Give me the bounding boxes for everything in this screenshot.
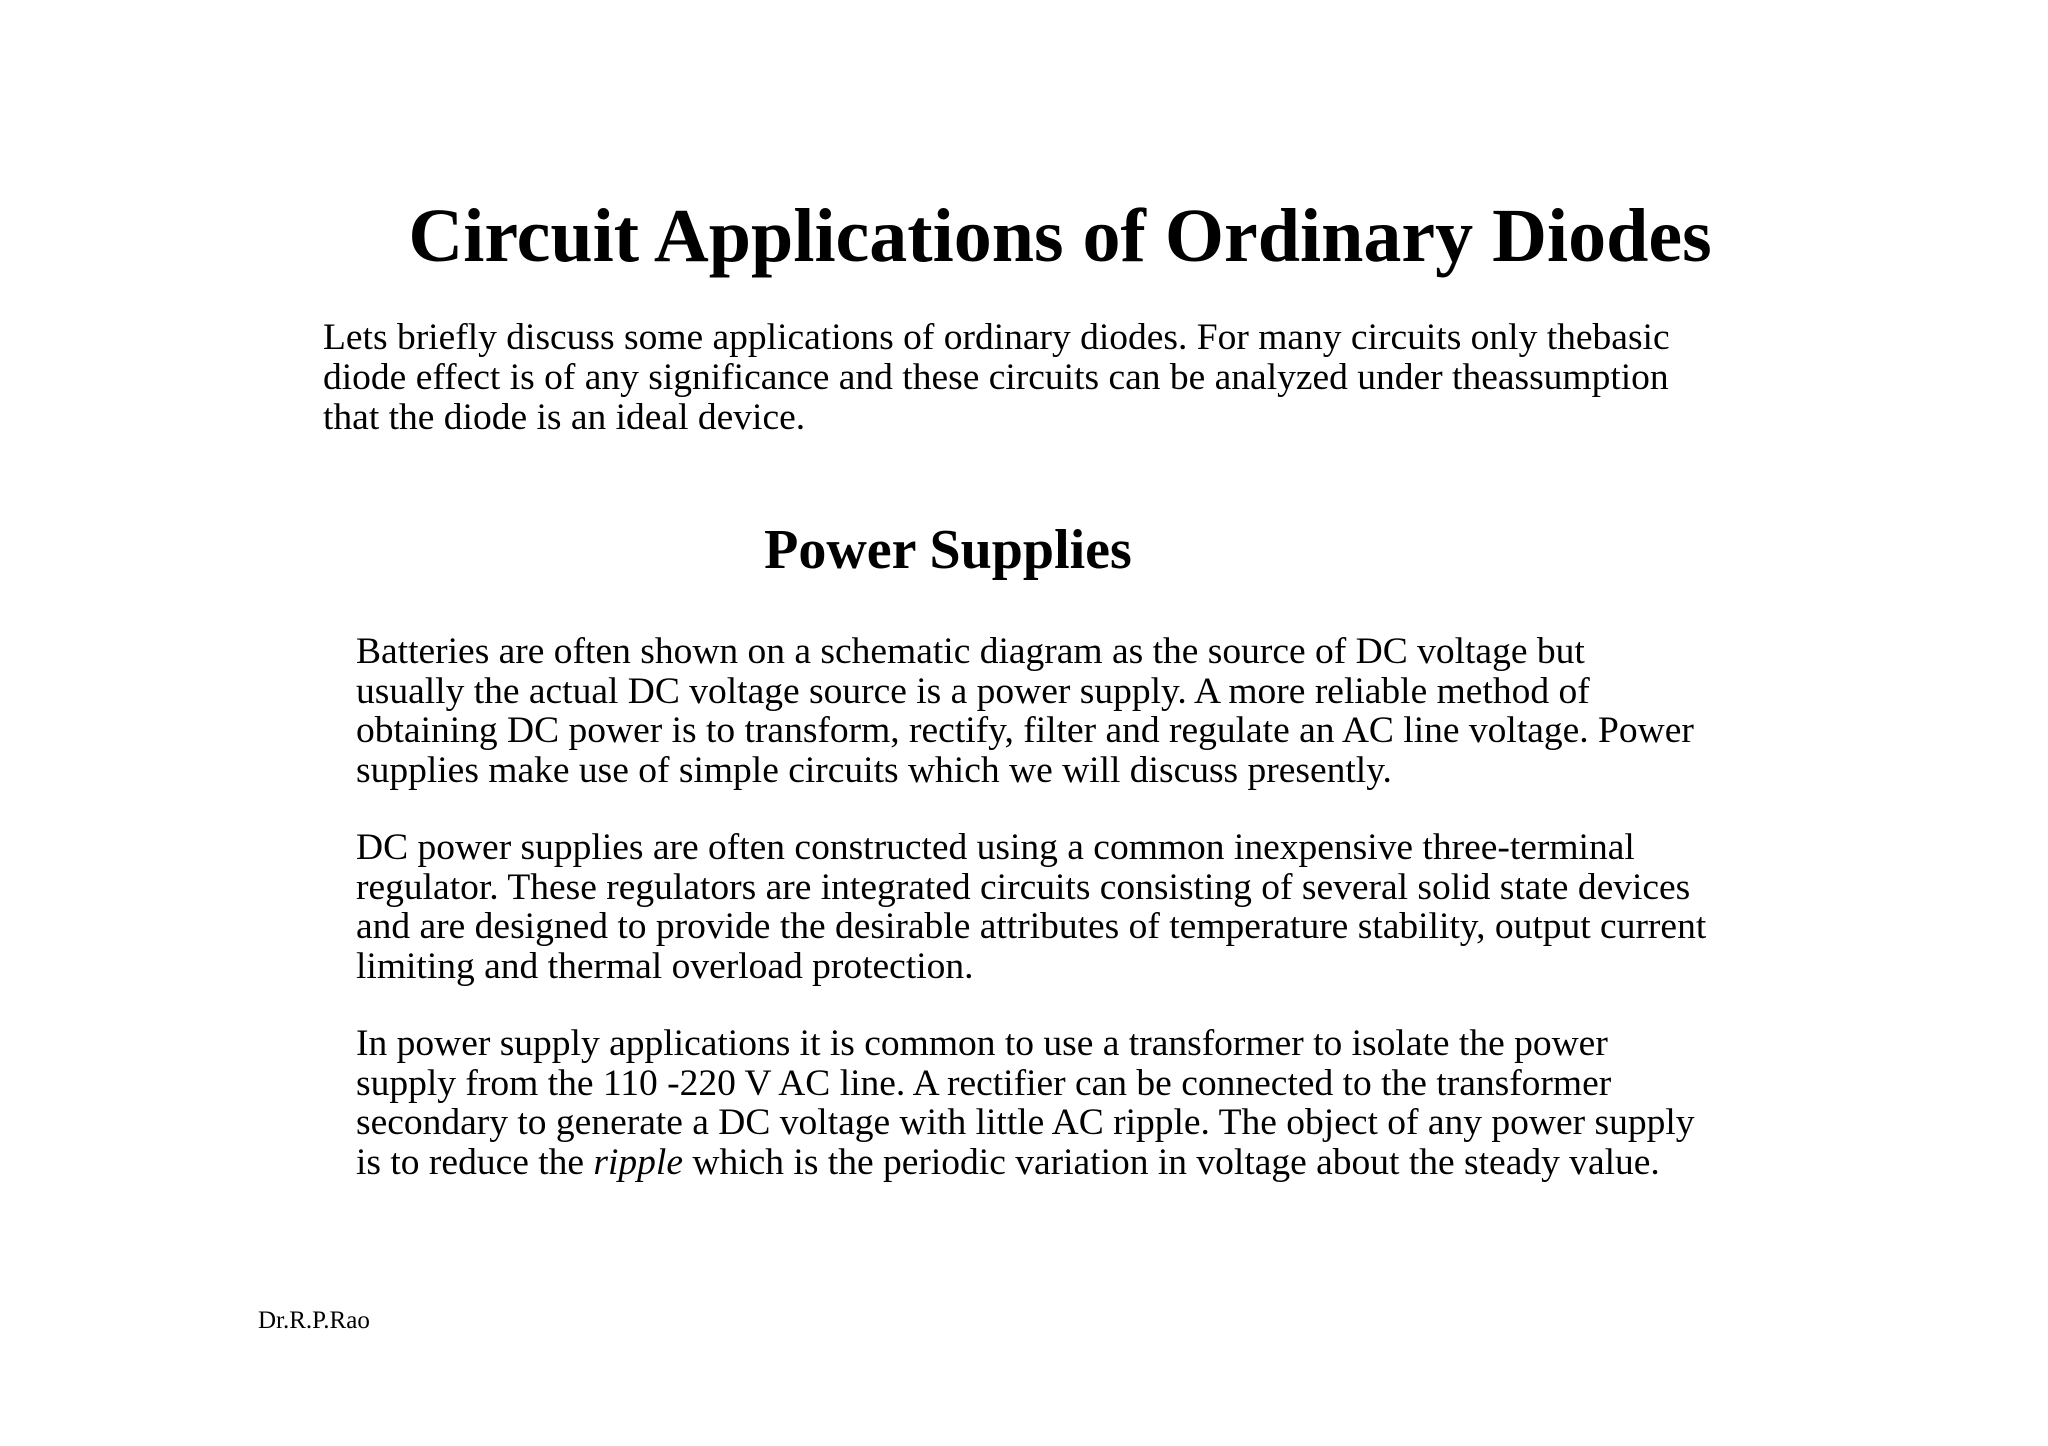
text-before-emphasis: is to reduce the xyxy=(356,1141,594,1183)
paragraph-line: obtaining DC power is to transform, rectify, filter and regulate an AC line voltage. Power xyxy=(356,710,1694,751)
paragraph-line: supplies make use of simple circuits which we will discuss presently. xyxy=(356,749,1392,791)
intro-line: that the diode is an ideal device. xyxy=(323,397,806,438)
intro-line: diode effect is of any significance and these circuits can be analyzed under theassumption xyxy=(323,357,1669,398)
author-footer: Dr.R.P.Rao xyxy=(258,1307,370,1334)
paragraph-line: In power supply applications it is common to use a transformer to isolate the power xyxy=(356,1023,1608,1064)
page-title: Circuit Applications of Ordinary Diodes xyxy=(408,194,1712,278)
text-after-emphasis: which is the periodic variation in voltage about the steady value. xyxy=(683,1141,1660,1183)
section-title-power-supplies: Power Supplies xyxy=(764,519,1132,581)
paragraph-batteries xyxy=(356,632,1756,790)
intro-paragraph xyxy=(323,318,1723,438)
paragraph-line: secondary to generate a DC voltage with little AC ripple. The object of any power supply xyxy=(356,1102,1695,1143)
emphasized-term-ripple: ripple xyxy=(593,1141,683,1183)
paragraph-line: supply from the 110 -220 V AC line. A rectifier can be connected to the transformer xyxy=(356,1062,1612,1104)
paragraph-regulators xyxy=(356,828,1756,986)
paragraph-line: limiting and thermal overload protection. xyxy=(356,945,974,987)
intro-line: Lets briefly discuss some applications of ordinary diodes. For many circuits only thebasic xyxy=(323,317,1670,358)
paragraph-transformer xyxy=(356,1024,1756,1182)
paragraph-line: and are designed to provide the desirable attributes of temperature stability, output current xyxy=(356,906,1707,947)
paragraph-line: Batteries are often shown on a schematic diagram as the source of DC voltage but xyxy=(356,631,1585,672)
paragraph-last-line xyxy=(356,1143,1756,1183)
paragraph-line: usually the actual DC voltage source is a power supply. A more reliable method of xyxy=(356,670,1590,712)
paragraph-line: DC power supplies are often constructed using a common inexpensive three-terminal xyxy=(356,827,1635,868)
paragraph-line: regulator. These regulators are integrated circuits consisting of several solid state devices xyxy=(356,866,1691,908)
